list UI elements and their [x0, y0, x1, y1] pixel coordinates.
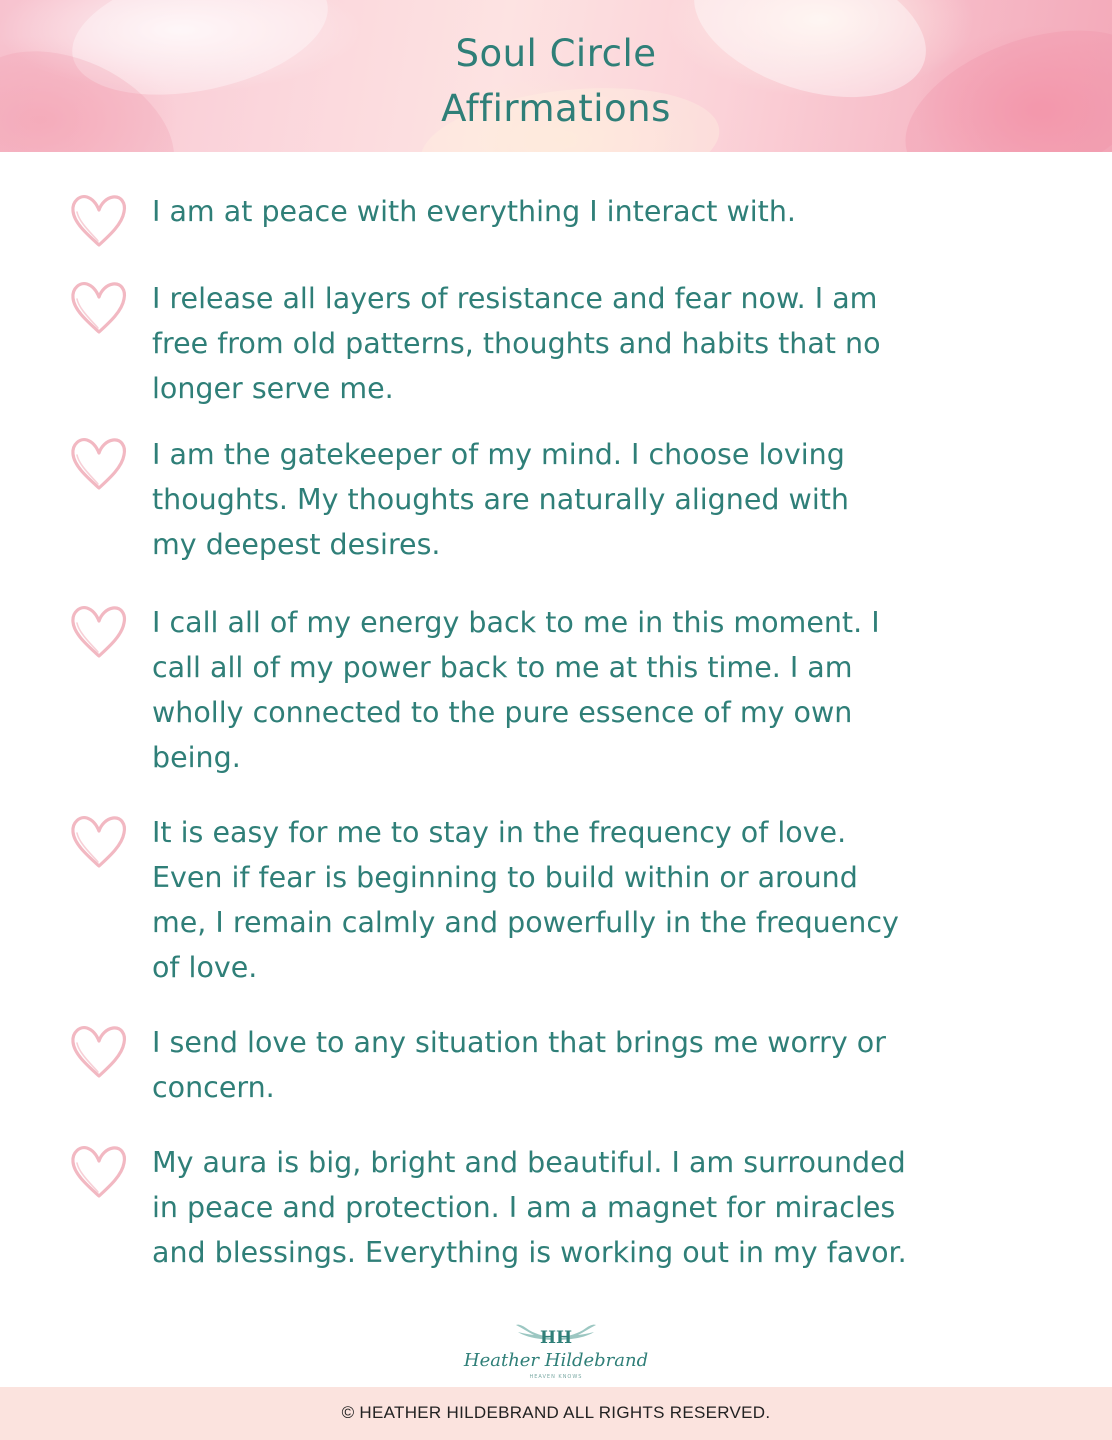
heart-icon	[66, 1022, 132, 1084]
page-title-line: Soul Circle	[455, 32, 657, 75]
header-banner	[0, 0, 1112, 152]
logo-monogram: HH	[539, 1328, 573, 1348]
heart-icon	[66, 434, 132, 496]
affirmation-text: It is easy for me to stay in the frequency of love. Even if fear is beginning to build within or around me, I remain calmly and powerfully in the frequency of love.	[152, 816, 899, 984]
page-title	[0, 26, 1112, 136]
page-title-line: Affirmations	[441, 87, 671, 130]
affirmation-text: I am at peace with everything I interact with.	[152, 195, 796, 228]
affirmation-text: My aura is big, bright and beautiful. I am surrounded in peace and protection. I am a magnet for miracles and blessings. Everything is working out in my favor.	[152, 1146, 907, 1269]
affirmation-text: I release all layers of resistance and fear now. I am free from old patterns, thoughts and habits that no longer serve me.	[152, 282, 881, 405]
brand-logo	[456, 1322, 656, 1384]
heart-icon	[66, 602, 132, 664]
heart-icon	[66, 1142, 132, 1204]
logo-name: Heather Hildebrand	[463, 1350, 649, 1371]
copyright-text: © HEATHER HILDEBRAND ALL RIGHTS RESERVED.	[341, 1403, 771, 1422]
heart-icon	[66, 191, 132, 253]
footer-band	[0, 1387, 1112, 1440]
heart-icon	[66, 812, 132, 874]
affirmation-text: I call all of my energy back to me in this moment. I call all of my power back to me at this time. I am wholly connected to the pure essence of my own being.	[152, 606, 880, 774]
heart-icon	[66, 278, 132, 340]
affirmation-text: I send love to any situation that brings me worry or concern.	[152, 1026, 886, 1104]
affirmation-text: I am the gatekeeper of my mind. I choose loving thoughts. My thoughts are naturally aligned with my deepest desires.	[152, 438, 849, 561]
logo-tagline: HEAVEN KNOWS	[529, 1374, 583, 1380]
